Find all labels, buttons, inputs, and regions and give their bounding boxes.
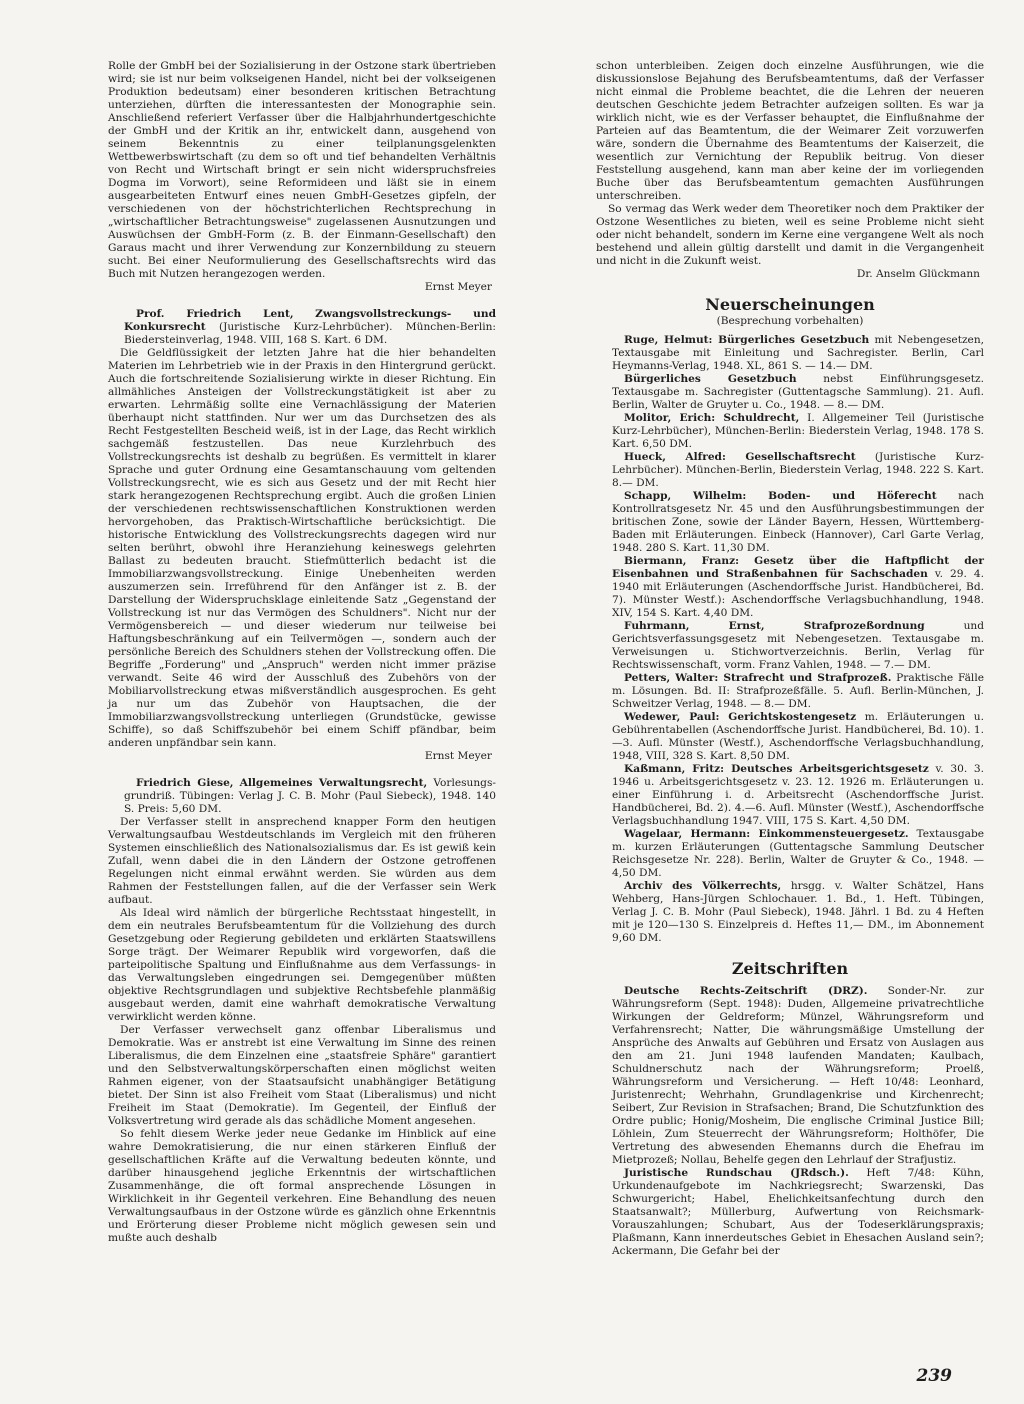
entry-text: hrsgg. v. Walter Schätzel, Hans Wehberg, Hans-Jürgen Schlochauer. 1. Bd., 1. Heft. Tübingen, Verlag J. C. B. Mohr (Paul Siebeck), 1948. Jährl. 1 Bd. zu 4 Heften mit je 120—130 S. Einzelpreis d. Heftes 11,— DM., im Abonnement 9,60 DM. — [612, 880, 984, 944]
list-item — [596, 985, 984, 1167]
entry-title: Archiv des Völkerrechts, — [624, 880, 782, 892]
entry-text: m. Erläuterungen u. Gebührentabellen (Aschendorffsche Jurist. Handbücherei, Bd. 10). 1.—3. Aufl. Münster (Westf.), Aschendorffsche Verlagsbuchhandlung, 1948, VIII, 328 S. Kart. 8,50 DM. — [612, 711, 984, 762]
review-giese-header — [108, 777, 496, 816]
entry-text: I. Allgemeiner Teil (Juristische Kurz-Lehrbücher), München-Berlin: Biederstein Verlag, 1948. 178 S. Kart. 6,50 DM. — [612, 412, 984, 450]
section-heading-neuerscheinungen: Neuerscheinungen — [705, 295, 875, 314]
review-giese — [108, 777, 496, 1245]
entry-title: Schapp, Wilhelm: Boden- und Höferecht — [624, 490, 937, 502]
list-item — [596, 828, 984, 880]
continuation-signature: Dr. Anselm Glückmann — [856, 268, 980, 280]
review-giese-author: Friedrich Giese, — [136, 777, 234, 789]
list-item — [596, 373, 984, 412]
entry-text: und Gerichtsverfassungsgesetz mit Nebengesetzen. Textausgabe m. Verweisungen u. Stichwortverzeichnis. Berlin, Verlag für Rechtswissenschaft, vorm. Franz Vahlen, 1948. — 7.— DM. — [612, 620, 984, 671]
entry-title: Hueck, Alfred: Gesellschaftsrecht — [624, 451, 856, 463]
section-subheading: (Besprechung vorbehalten) — [716, 315, 864, 327]
entry-text: nebst Einführungsgesetz. Textausgabe m. Sachregister (Guttentagsche Sammlung). 21. Aufl. Berlin, Walter de Gruyter u. Co., 1948. — 8.— DM. — [612, 373, 984, 411]
review-giese-title: Allgemeines Verwaltungsrecht, — [239, 777, 428, 789]
entry-title: Bürgerliches Gesetzbuch — [624, 373, 797, 385]
list-item — [596, 412, 984, 451]
list-item — [596, 763, 984, 828]
entry-title: Juristische Rundschau (JRdsch.). — [624, 1167, 849, 1179]
review-lent-signature: Ernst Meyer — [424, 750, 492, 762]
continuation-paragraph: So vermag das Werk weder dem Theoretiker noch dem Praktiker der Ostzone Wesentliches zu bieten, weil es seine Probleme nicht sieht oder nicht behandelt, sondern im Kerne eine vergangene Welt als noch bestehend und allein gültig darstellt und damit in die Vergangenheit und nicht in die Zukunft weist. — [596, 203, 984, 267]
review-lent-biblio: (Juristische Kurz-Lehrbücher). München-Berlin: Biedersteinverlag, 1948. VIII, 168 S. Kart. 6 DM. — [124, 321, 496, 346]
entry-title: Biermann, Franz: Gesetz über die Haftpflicht der Eisenbahnen und Straßenbahnen für Sachschaden — [612, 555, 984, 580]
entry-text: Textausgabe m. kurzen Erläuterungen (Guttentagsche Sammlung Deutscher Reichsgesetze Nr. 228). Berlin, Walter de Gruyter & Co., 1948. — 4,50 DM. — [612, 828, 984, 879]
entry-title: Ruge, Helmut: Bürgerliches Gesetzbuch — [624, 334, 870, 346]
review-lent — [108, 308, 496, 763]
text-columns — [108, 60, 984, 1258]
entry-title: Deutsche Rechts-Zeitschrift (DRZ). — [624, 985, 868, 997]
neuerscheinungen-list — [596, 334, 984, 945]
entry-text: mit Nebengesetzen, Textausgabe mit Einleitung und Sachregister. Berlin, Carl Heymanns-Verlag, 1948. XL, 861 S. — 14.— DM. — [612, 334, 985, 372]
review-giese-paragraph: Als Ideal wird nämlich der bürgerliche Rechtsstaat hingestellt, in dem ein neutrales Berufsbeamtentum für die Vollziehung des durch Gesetzgebung oder Regierung gebildeten und erklärten Staatswillens Sorge trägt. Der Weimarer Republik wird vorgeworfen, daß die parteipolitische Spaltung und Einflußnahme aus dem Verfassungs- in das Verwaltungsleben eingedrungen sei. Demgegenüber müßten objektive Rechtsgrundlagen und subjektive Rechtsbefehle planmäßig ausgebaut werden, damit eine wahrhaft demokratische Verwaltung verwirklicht werden könne. — [108, 907, 496, 1023]
review-lent-author: Prof. Friedrich Lent, — [136, 308, 294, 320]
entry-title: Kaßmann, Fritz: Deutsches Arbeitsgerichtsgesetz — [624, 763, 929, 775]
review-lent-header — [108, 308, 496, 347]
entry-title: Fuhrmann, Ernst, Strafprozeßordnung — [624, 620, 925, 632]
review-lent-paragraph: Die Geldflüssigkeit der letzten Jahre hat die hier behandelten Materien im Lehrbetrieb wie in der Praxis in den Hintergrund gerückt. Auch die fortschreitende Sozialisierung wirkte in dieser Richtung. Ein allmähliches Ansteigen der Vollstreckungstätigkeit ist aber zu erwarten. Lehrmäßig sollte eine Vernachlässigung der Materien überhaupt nicht stattfinden. Nur wer um das Durchsetzen des als Recht Festgestellten Bescheid weiß, ist in der Lage, das Recht wirklich sachgemäß festzustellen. Das neue Kurzlehrbuch des Vollstreckungsrechts ist deshalb zu begrüßen. Es vermittelt in klarer Sprache und guter Ordnung eine Gesamtanschauung vom geltenden Vollstreckungsrecht, wie es sich aus Gesetz und der mit Recht hier stark herangezogenen Rechtsprechung ergibt. Auch die großen Linien der verschiedenen rechtswissenschaftlichen Konstruktionen werden hervorgehoben, das Praktisch-Wirtschaftliche berücksichtigt. Die historische Entwicklung des Vollstreckungsrechts dagegen wird nur selten berührt, obwohl ihre Heranziehung keineswegs gelehrten Ballast zu bedeuten braucht. Stiefmütterlich bedacht ist die Immobiliarzwangsvollstreckung. Einige Unebenheiten werden auszumerzen sein. Irreführend für den Anfänger ist z. B. der Darstellung der Widerspruchsklage einleitende Satz „Gegenstand der Vollstreckung ist nur das Vermögen des Schuldners". Nicht nur der Vermögensbereich — und dieser wiederum nur teilweise bei Haftungsbeschränkung auf ein Teilvermögen —, sondern auch der persönliche Bereich des Schuldners stehen der Vollstreckung offen. Die Begriffe „Forderung" und „Anspruch" werden nicht immer präzise verwandt. Seite 46 wird der Ausschluß des Zubehörs von der Mobiliarvollstreckung etwas mißverständlich ausgesprochen. Es geht ja nur um das Zubehör von Hauptsachen, die der Immobiliarzwangsvollstreckung unterliegen (Grundstücke, gewisse Schiffe), so daß Schiffszubehör bei einem Schiff pfändbar, beim anderen unpfändbar sein kann. — [108, 347, 496, 749]
intro-paragraph: Rolle der GmbH bei der Sozialisierung in der Ostzone stark übertrieben wird; sie ist nur beim volkseigenen Handel, nicht bei der volkseigenen Produktion bedeutsam) einer besonderen kritischen Betrachtung unterziehen, dürften die interessantesten der Monographie sein. Anschließend referiert Verfasser über die Halbjahrhundertgeschichte der GmbH und der Kritik an ihr, entwickelt dann, ausgehend von seinem Bekenntnis zu einer teilplanungsgelenkten Wettbewerbswirtschaft (zu dem so oft und tief behandelten Verhältnis von Recht und Wirtschaft bringt er sein nicht widerspruchsfreies Dogma im Vorwort), seine Reformideen und läßt sie in einem ausgearbeiteten Entwurf eines neuen GmbH-Gesetzes gipfeln, der verschiedenen von der höchstrichterlichen Rechtsprechung in „wirtschaftlicher Betrachtungsweise" zugelassenen Ausnutzungen und Auswüchsen der GmbH-Form (z. B. der Einmann-Gesellschaft) den Garaus macht und ihrer Verwendung zur Konzernbildung zu steuern sucht. Bei einer Neuformulierung des Gesellschaftsrechts wird das Buch mit Nutzen herangezogen werden. — [108, 60, 496, 280]
list-item — [596, 555, 984, 620]
review-giese-paragraph: Der Verfasser verwechselt ganz offenbar Liberalismus und Demokratie. Was er anstrebt ist eine Verwaltung im Sinne des reinen Liberalismus, die dem Einzelnen eine „staatsfreie Sphäre" garantiert und den Selbstverwaltungskörperschaften einen möglichst weiten Rahmen eigener, von der Staatsaufsicht unabhängiger Betätigung bietet. Der Sinn ist also Freiheit vom Staat (Liberalismus) und nicht Freiheit im Staat (Demokratie). Im Gegenteil, der Einfluß der Volksvertretung wird gerade als das schädliche Moment angesehen. — [108, 1024, 496, 1127]
review-giese-paragraph: Der Verfasser stellt in ansprechend knapper Form den heutigen Verwaltungsaufbau Westdeutschlands im Vergleich mit den früheren Systemen einschließlich des Nationalsozialismus dar. Es ist gewiß kein Zufall, wenn dabei die in den Ländern der Ostzone getroffenen Regelungen nicht einmal erwähnt werden. Sie würden aus dem Rahmen der Feststellungen fallen, auf die der Verfasser sein Werk aufbaut. — [108, 816, 496, 906]
review-lent-title: Zwangsvollstreckungs- und Konkursrecht — [124, 308, 496, 333]
list-item — [596, 334, 984, 373]
zeitschriften-list — [596, 985, 984, 1258]
entry-text: Heft 7/48: Kühn, Urkundenaufgebote im Nachkriegsrecht; Swarzenski, Das Schwurgericht; Habel, Ehelichkeitsanfechtung durch den Staatsanwalt?; Müllerburg, Aufwertung von Reichsmark-Vorauszahlungen; Schubart, Aus der Todeserklärungspraxis; Plaßmann, Kann innerdeutsches Gebiet in Ehesachen Ausland sein?; Ackermann, Die Gefahr bei der — [612, 1167, 985, 1257]
right-column — [596, 60, 984, 1258]
entry-title: Wagelaar, Hermann: Einkommensteuergesetz. — [624, 828, 909, 840]
intro-signature: Ernst Meyer — [424, 281, 492, 293]
entry-text: Praktische Fälle m. Lösungen. Bd. II: Strafprozeßfälle. 5. Aufl. Berlin-München, J. Schweitzer Verlag, 1948. — 8.— DM. — [612, 672, 984, 710]
entry-text: (Juristische Kurz-Lehrbücher). München-Berlin, Biederstein Verlag, 1948. 222 S. Kart. 8.— DM. — [612, 451, 984, 489]
list-item — [596, 490, 984, 555]
entry-text: Sonder-Nr. zur Währungsreform (Sept. 1948): Duden, Allgemeine privatrechtliche Wirkungen der Geldreform; Münzel, Währungsreform und Verfahrensrecht; Natter, Die währungsmäßige Umstellung der Ansprüche des Anwalts auf Gebühren und Ersatz von Auslagen aus den am 21. Juni 1948 laufenden Mandaten; Kaulbach, Schuldnerschutz nach der Währungsreform; Proelß, Währungsreform und Versicherung. — Heft 10/48: Leonhard, Juristenrecht; Wehrhahn, Grundlagenkrise und Kirchenrecht; Seibert, Zur Revision in Strafsachen; Brand, Die Schutzfunktion des Ordre public; Honig/Mosheim, Die englische Criminal Justice Bill; Löhlein, Zum Steuerrecht der Währungsreform; Holthöfer, Die Vertretung des abwesenden Ehemanns durch die Ehefrau im Mietprozeß; Nollau, Behelfe gegen den Lehrlauf der Strafjustiz. — [612, 985, 984, 1166]
list-item — [596, 880, 984, 945]
section-heading-zeitschriften: Zeitschriften — [731, 959, 849, 978]
entry-title: Wedewer, Paul: Gerichtskostengesetz — [624, 711, 857, 723]
page-number: 239 — [916, 1366, 952, 1386]
review-giese-paragraph: So fehlt diesem Werke jeder neue Gedanke im Hinblick auf eine wahre Demokratisierung, die nur einen stärkeren Einfluß der gesellschaftlichen Kräfte auf die Verwaltung bedeuten könnte, und darüber hinausgehend jegliche Erkenntnis der wirtschaftlichen Zusammenhänge, die oft formal ansprechende Lösungen in Wirklichkeit in ihr Gegenteil verkehren. Eine Behandlung des neuen Verwaltungsaufbaus in der Ostzone würde es gänzlich ohne Erkenntnis und Erörterung dieser Probleme nicht möglich gewesen sein und mußte auch deshalb — [108, 1128, 496, 1244]
left-column — [108, 60, 496, 1258]
list-item — [596, 711, 984, 763]
list-item — [596, 620, 984, 672]
list-item — [596, 451, 984, 490]
list-item — [596, 672, 984, 711]
entry-text: v. 29. 4. 1940 mit Erläuterungen (Aschendorffsche Jurist. Handbücherei, Bd. 7). Münster Westf.): Aschendorffsche Verlagsbuchhandlung, 1948. XIV, 154 S. Kart. 4,40 DM. — [612, 568, 984, 619]
review-giese-biblio: Vorlesungsgrundriß. Tübingen: Verlag J. C. B. Mohr (Paul Siebeck), 1948. 140 S. Preis: 5,60 DM. — [124, 777, 496, 815]
entry-text: v. 30. 3. 1946 u. Arbeitsgerichtsgesetz v. 23. 12. 1926 m. Erläuterungen u. einer Einführung i. d. Arbeitsrecht (Aschendorffsche Jurist. Handbücherei, Bd. 2). 4.—6. Aufl. Münster (Westf.), Aschendorffsche Verlagsbuchhandlung 1947. VIII, 175 S. Kart. 4,50 DM. — [612, 763, 985, 827]
list-item — [596, 1167, 984, 1258]
continuation-paragraph: schon unterbleiben. Zeigen doch einzelne Ausführungen, wie die diskussionslose Bejahung des Berufsbeamtentums, daß der Verfasser nicht einmal die Probleme beachtet, die die Lehren der neueren deutschen Geschichte jedem Betrachter aufzeigen sollten. Es war ja wirklich nicht, wie es der Verfasser behauptet, die Einflußnahme der Parteien auf das Beamtentum, die der Weimarer Zeit vorzuwerfen wäre, sondern die Übernahme des Beamtentums der Kaiserzeit, die wesentlich zur Vernichtung der Republik beitrug. Von dieser Feststellung ausgehend, kann man aber keine der im vorliegenden Buche über das Berufsbeamtentum gemachten Ausführungen unterschreiben. — [596, 60, 984, 202]
entry-title: Molitor, Erich: Schuldrecht, — [624, 412, 800, 424]
entry-text: nach Kontrollratsgesetz Nr. 45 und den Ausführungsbestimmungen der britischen Zone, sowie der Länder Bayern, Hessen, Württemberg-Baden mit Erläuterungen. Einbeck (Hannover), Carl Garte Verlag, 1948. 280 S. Kart. 11,30 DM. — [612, 490, 984, 554]
entry-title: Petters, Walter: Strafrecht und Strafprozeß. — [624, 672, 892, 684]
